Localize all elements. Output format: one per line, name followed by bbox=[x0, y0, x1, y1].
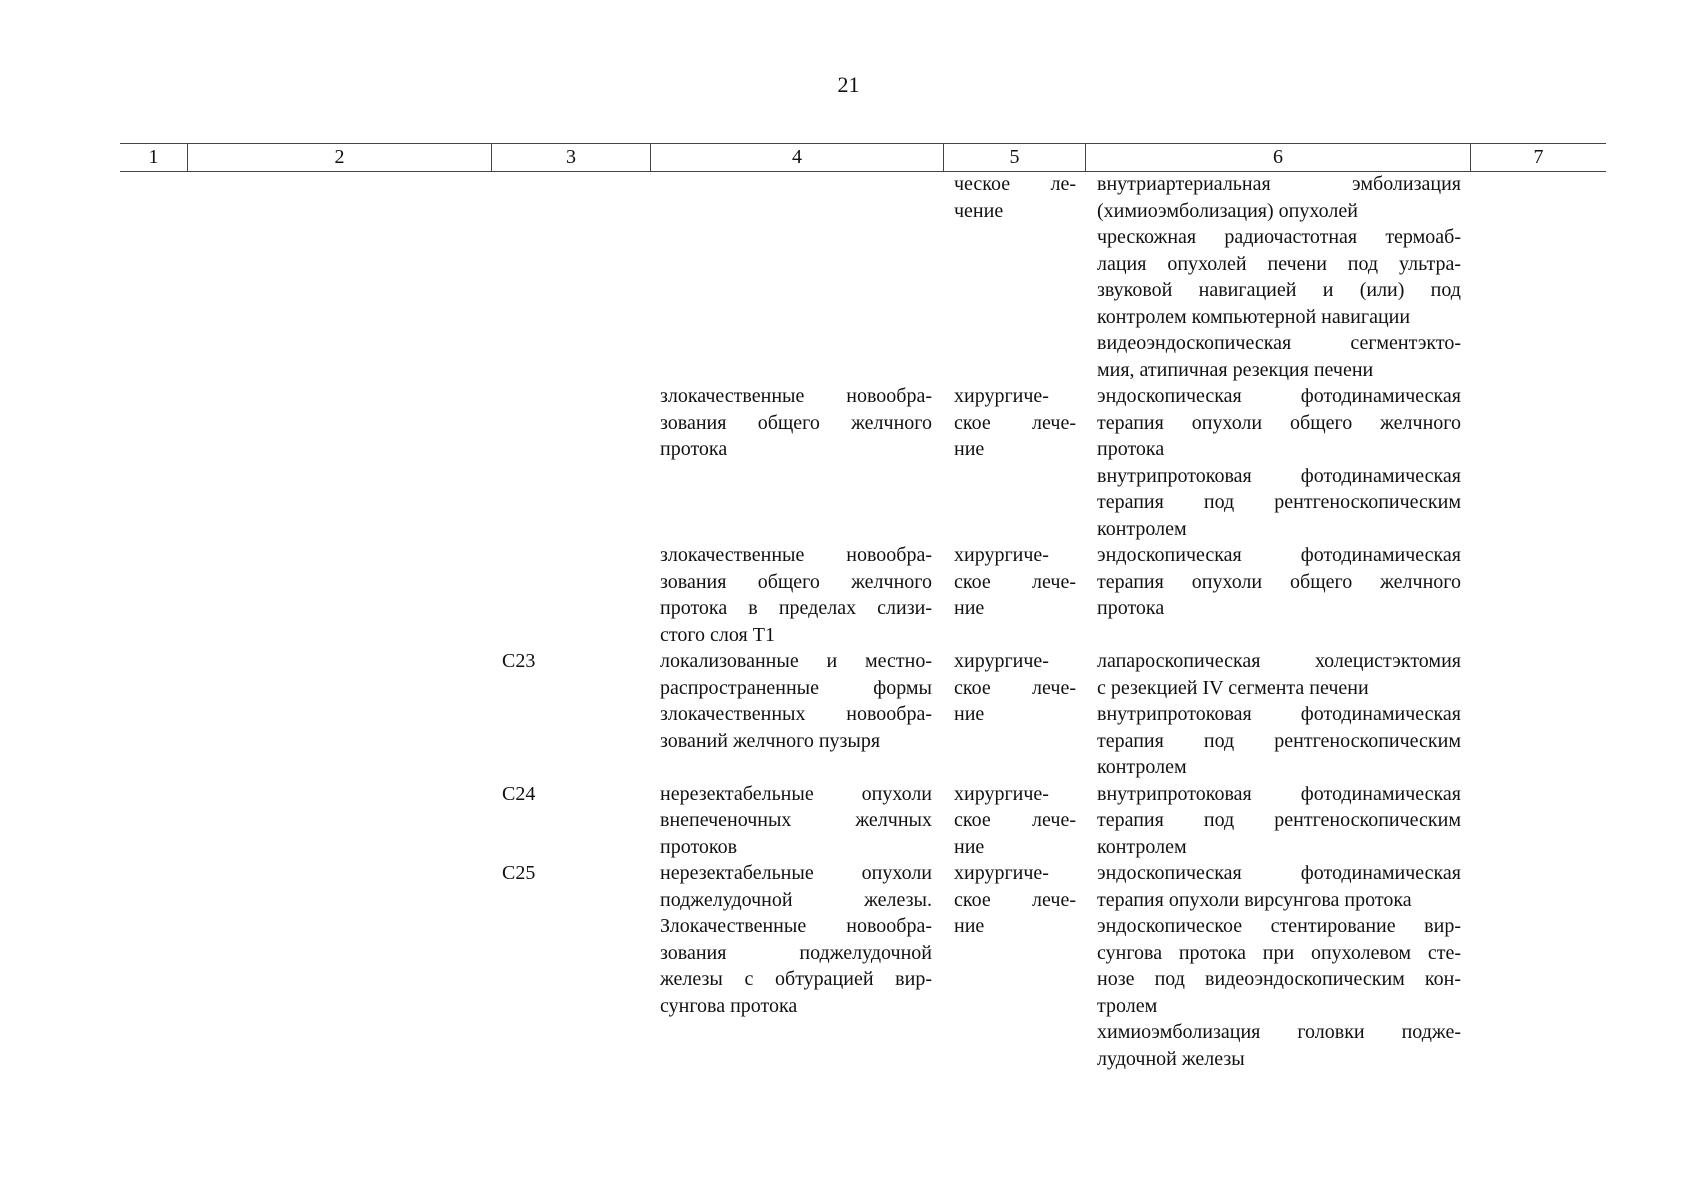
text-line: протока в пределах слизи- bbox=[660, 597, 932, 619]
treatment-type-cell bbox=[954, 781, 1076, 861]
text-line: эндоскопическая фотодинамическая bbox=[1097, 385, 1461, 407]
header-cell-4: 4 bbox=[650, 144, 943, 171]
treatment-method bbox=[1097, 542, 1461, 622]
text-line: хирургиче- bbox=[954, 385, 1049, 407]
treatment-method bbox=[1097, 648, 1461, 701]
text-line: ское лече- bbox=[954, 411, 1076, 434]
text-line: локализованные и местно- bbox=[660, 650, 932, 672]
text-line: звуковой навигацией и (или) под bbox=[1097, 279, 1461, 301]
text-line: тролем bbox=[1097, 994, 1158, 1017]
text-line: ское лече- bbox=[954, 676, 1076, 699]
treatment-method bbox=[1097, 781, 1461, 861]
text-line: ние bbox=[954, 597, 985, 619]
text-line: (химиоэмболизация) опухолей bbox=[1097, 199, 1358, 222]
text-line: злокачественных новообра- bbox=[660, 703, 932, 725]
treatment-type-cell bbox=[954, 542, 1076, 622]
text-line: зования поджелудочной bbox=[660, 941, 932, 964]
text-line: протока bbox=[1097, 597, 1165, 619]
text-line: с резекцией IV сегмента печени bbox=[1097, 676, 1369, 699]
diagnosis-cell bbox=[660, 860, 932, 1019]
text-line: лудочной железы bbox=[1097, 1047, 1245, 1070]
text-line: ское лече- bbox=[954, 809, 1076, 831]
text-line: внутрипротоковая фотодинамическая bbox=[1097, 464, 1461, 487]
text-line: терапия опухоли вирсунгова протока bbox=[1097, 888, 1412, 911]
treatment-type-cell bbox=[954, 860, 1076, 940]
text-line: протока bbox=[1097, 438, 1165, 460]
text-line: сунгова протока при опухолевом сте- bbox=[1097, 941, 1461, 964]
text-line: сунгова протока bbox=[660, 994, 798, 1017]
text-line: зования общего желчного bbox=[660, 411, 932, 434]
treatment-method bbox=[1097, 913, 1461, 1019]
text-line: терапия опухоли общего желчного bbox=[1097, 570, 1461, 593]
text-line: контролем bbox=[1097, 517, 1187, 540]
page-number: 21 bbox=[837, 72, 860, 97]
text-line: терапия под рентгеноскопическим bbox=[1097, 809, 1461, 831]
text-line: ское лече- bbox=[954, 888, 1076, 911]
icd-code: C24 bbox=[502, 782, 536, 805]
treatment-type-cell bbox=[954, 383, 1076, 463]
treatment-method bbox=[1097, 383, 1461, 463]
text-line: лация опухолей печени под ультра- bbox=[1097, 252, 1461, 275]
treatment-method bbox=[1097, 860, 1461, 913]
text-line: контролем bbox=[1097, 835, 1187, 858]
text-line: протока bbox=[660, 438, 728, 460]
icd-code: C25 bbox=[502, 862, 536, 884]
text-line: терапия под рентгеноскопическим bbox=[1097, 491, 1461, 513]
text-line: эндоскопическое стентирование вир- bbox=[1097, 915, 1461, 937]
text-line: внутриартериальная эмболизация bbox=[1097, 173, 1461, 195]
text-line: ние bbox=[954, 915, 985, 937]
text-line: видеоэндоскопическая сегментэкто- bbox=[1097, 332, 1461, 354]
treatment-method bbox=[1097, 224, 1461, 330]
treatment-method bbox=[1097, 330, 1461, 383]
text-line: поджелудочной железы. bbox=[660, 888, 932, 911]
text-line: ское лече- bbox=[954, 570, 1076, 593]
diagnosis-cell bbox=[660, 648, 932, 754]
text-line: контролем компьютерной навигации bbox=[1097, 305, 1411, 328]
text-line: лапароскопическая холецистэктомия bbox=[1097, 650, 1461, 672]
text-line: нерезектабельные опухоли bbox=[660, 862, 932, 884]
treatment-method bbox=[1097, 701, 1461, 781]
text-line: внутрипротоковая фотодинамическая bbox=[1097, 703, 1461, 725]
text-line: мия, атипичная резекция печени bbox=[1097, 358, 1374, 381]
text-line: хирургиче- bbox=[954, 862, 1049, 884]
treatment-method bbox=[1097, 1019, 1461, 1072]
text-line: ние bbox=[954, 703, 985, 725]
text-line: зования общего желчного bbox=[660, 570, 932, 593]
text-line: внутрипротоковая фотодинамическая bbox=[1097, 782, 1461, 805]
text-line: распространенные формы bbox=[660, 676, 932, 699]
text-line: хирургиче- bbox=[954, 544, 1049, 566]
text-line: ческое ле- bbox=[954, 173, 1076, 195]
text-line: контролем bbox=[1097, 756, 1187, 778]
treatment-type-cell bbox=[954, 171, 1076, 224]
icd-code: C23 bbox=[502, 650, 536, 672]
header-cell-5: 5 bbox=[943, 144, 1085, 171]
text-line: ние bbox=[954, 835, 985, 858]
text-line: злокачественные новообра- bbox=[660, 544, 932, 566]
text-line: стого слоя T1 bbox=[660, 623, 775, 646]
text-line: железы с обтурацией вир- bbox=[660, 968, 932, 990]
header-cell-1: 1 bbox=[148, 146, 159, 168]
text-line: хирургиче- bbox=[954, 782, 1049, 805]
header-cell-7: 7 bbox=[1470, 144, 1606, 171]
diagnosis-cell bbox=[660, 542, 932, 648]
text-line: Злокачественные новообра- bbox=[660, 915, 932, 937]
text-line: нозе под видеоэндоскопическим кон- bbox=[1097, 968, 1461, 990]
text-line: чение bbox=[954, 199, 1004, 222]
text-line: чрескожная радиочастотная термоаб- bbox=[1097, 226, 1461, 248]
text-line: злокачественные новообра- bbox=[660, 385, 932, 407]
text-line: зований желчного пузыря bbox=[660, 729, 881, 752]
diagnosis-cell bbox=[660, 781, 932, 861]
text-line: эндоскопическая фотодинамическая bbox=[1097, 544, 1461, 566]
text-line: ние bbox=[954, 438, 985, 460]
diagnosis-cell bbox=[660, 383, 932, 463]
treatment-type-cell bbox=[954, 648, 1076, 728]
treatment-method bbox=[1097, 171, 1461, 224]
text-line: внепеченочных желчных bbox=[660, 809, 932, 831]
treatment-method bbox=[1097, 463, 1461, 543]
text-line: нерезектабельные опухоли bbox=[660, 782, 932, 805]
text-line: терапия под рентгеноскопическим bbox=[1097, 729, 1461, 752]
table-header-row bbox=[120, 143, 1606, 172]
text-line: терапия опухоли общего желчного bbox=[1097, 411, 1461, 434]
text-line: химиоэмболизация головки подже- bbox=[1097, 1021, 1461, 1043]
header-cell-3: 3 bbox=[491, 144, 650, 171]
header-cell-2: 2 bbox=[187, 144, 491, 171]
text-line: хирургиче- bbox=[954, 650, 1049, 672]
text-line: эндоскопическая фотодинамическая bbox=[1097, 862, 1461, 884]
text-line: протоков bbox=[660, 835, 738, 858]
header-cell-6: 6 bbox=[1085, 144, 1470, 171]
